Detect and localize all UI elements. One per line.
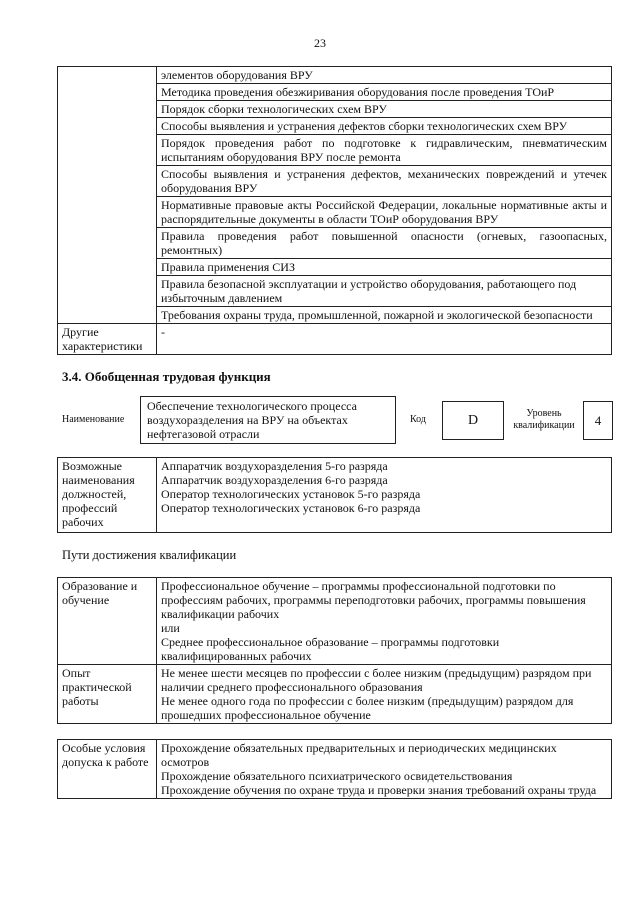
skills-table — [57, 66, 612, 355]
education-label: Образование и обучение — [58, 578, 157, 665]
education-line: Среднее профессиональное образование – программы подготовки квалифицированных рабочих — [161, 635, 500, 663]
skill-row: Требования охраны труда, промышленной, пожарной и экологической безопасности — [157, 307, 612, 324]
skill-row: Правила применения СИЗ — [157, 259, 612, 276]
position-item: Оператор технологических установок 5-го разряда — [161, 487, 421, 501]
special-conditions-table — [57, 739, 612, 799]
experience-label: Опыт практической работы — [58, 665, 157, 724]
special-line: Прохождение обучения по охране труда и проверки знания требований охраны труда — [161, 783, 597, 797]
name-label: Наименование — [62, 414, 125, 425]
positions-table — [57, 457, 612, 533]
other-characteristics-value: - — [157, 324, 612, 355]
skill-row: Способы выявления и устранения дефектов, механических повреждений и утечек оборудования ВРУ — [157, 166, 612, 197]
positions-list — [157, 458, 612, 533]
education-line: или — [161, 621, 180, 635]
position-item: Оператор технологических установок 6-го разряда — [161, 501, 421, 515]
skill-row: Порядок сборки технологических схем ВРУ — [157, 101, 612, 118]
qualification-table — [57, 577, 612, 724]
skill-row: Нормативные правовые акты Российской Федерации, локальные нормативные акты и распорядительные документы в области ТОиР оборудования ВРУ — [157, 197, 612, 228]
positions-label: Возможные наименования должностей, профессий рабочих — [58, 458, 157, 533]
code-box: D — [442, 401, 504, 440]
level-box: 4 — [583, 401, 613, 440]
skill-row: элементов оборудования ВРУ — [157, 67, 612, 84]
special-line: Прохождение обязательных предварительных и периодических медицинских осмотров — [161, 741, 557, 769]
experience-value — [157, 665, 612, 724]
skill-row: Способы выявления и устранения дефектов сборки технологических схем ВРУ — [157, 118, 612, 135]
page-number: 23 — [314, 36, 326, 50]
position-item: Аппаратчик воздухоразделения 5-го разряда — [161, 459, 388, 473]
position-item: Аппаратчик воздухоразделения 6-го разряда — [161, 473, 388, 487]
skill-row: Методика проведения обезжиривания оборудования после проведения ТОиР — [157, 84, 612, 101]
function-name-box: Обеспечение технологического процесса воздухоразделения на ВРУ на объектах нефтегазовой отрасли — [140, 396, 396, 444]
level-label: Уровень квалификации — [513, 408, 575, 431]
code-label: Код — [410, 414, 426, 425]
special-line: Прохождение обязательного психиатрического освидетельствования — [161, 769, 513, 783]
skill-row: Правила безопасной эксплуатации и устройство оборудования, работающего под избыточным давлением — [157, 276, 612, 307]
education-line: Профессиональное обучение – программы профессиональной подготовки по профессиям рабочих, программы переподготовки рабочих, программы повышения квалификации рабочих — [161, 579, 586, 621]
experience-line: Не менее шести месяцев по профессии с более низким (предыдущим) разрядом при наличии среднего профессионального образования — [161, 666, 592, 694]
empty-label-cell — [58, 67, 157, 324]
skill-row: Правила проведения работ повышенной опасности (огневых, газоопасных, ремонтных) — [157, 228, 612, 259]
qualification-paths-title: Пути достижения квалификации — [62, 548, 237, 562]
section-title: 3.4. Обобщенная трудовая функция — [62, 369, 271, 384]
special-conditions-label: Особые условия допуска к работе — [58, 740, 157, 799]
experience-line: Не менее одного года по профессии с более низким (предыдущим) разрядом для прошедших профессиональное обучение — [161, 694, 574, 722]
education-value — [157, 578, 612, 665]
other-characteristics-label: Другие характеристики — [58, 324, 157, 355]
skill-row: Порядок проведения работ по подготовке к гидравлическим, пневматическим испытаниям оборудования ВРУ после ремонта — [157, 135, 612, 166]
special-conditions-value — [157, 740, 612, 799]
